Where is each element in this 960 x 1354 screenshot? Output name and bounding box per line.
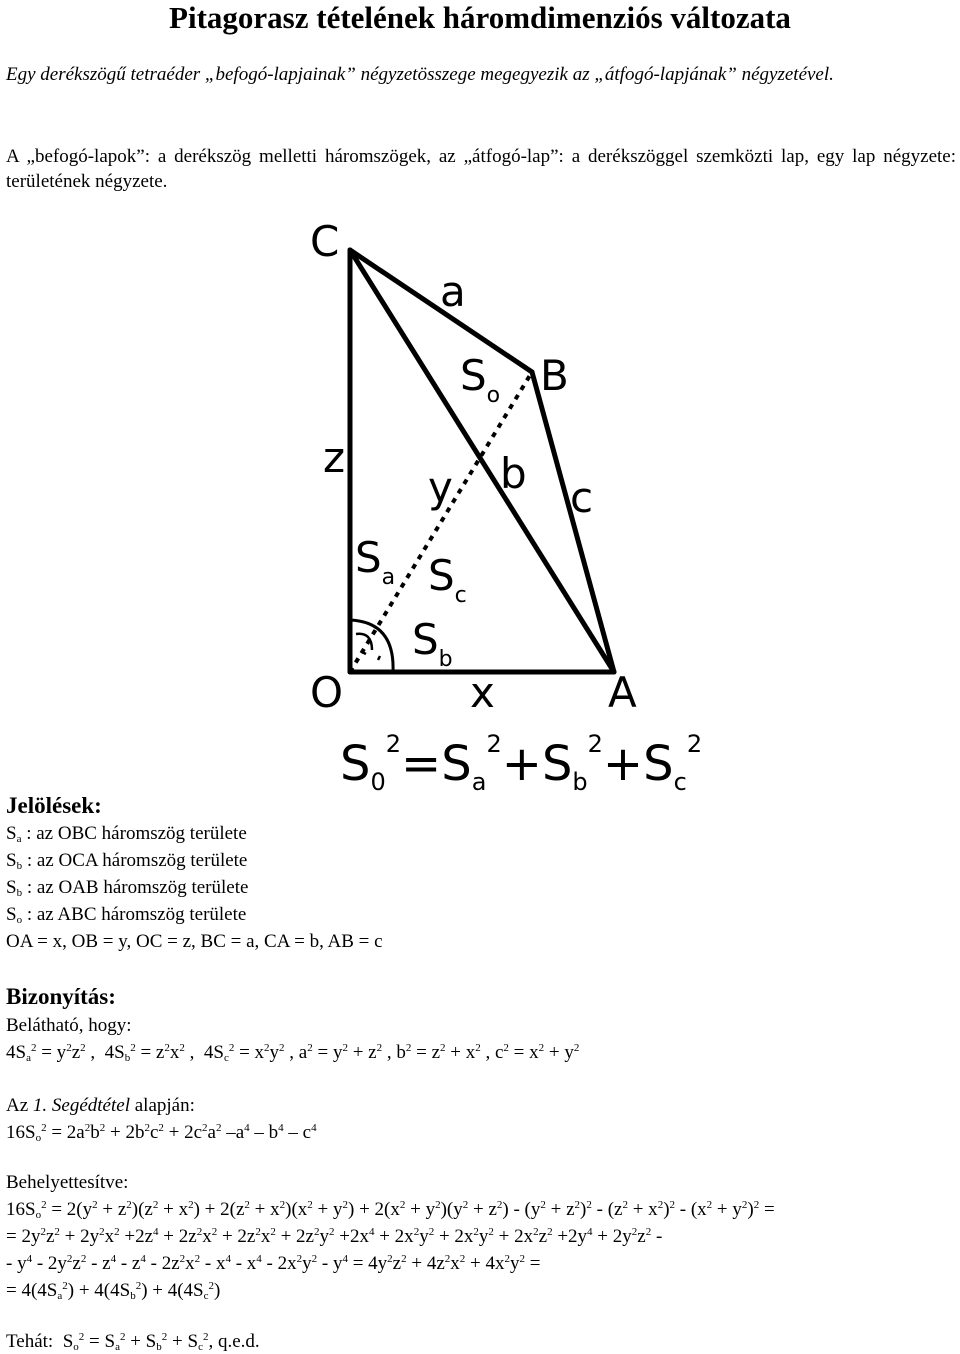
edge-label-y: y [428, 463, 453, 512]
page-title: Pitagorasz tételének háromdimenziós változata [169, 0, 791, 35]
area-label-sc: $S_c$ [428, 551, 467, 608]
edge-label-a: a [440, 267, 466, 316]
edge-notation-line: OA = x, OB = y, OC = z, BC = a, CA = b, AB = c [6, 931, 383, 952]
theorem-statement: Egy derékszögű tetraéder „befogó-lapjainak” négyzetösszege megegyezik az „átfogó-lapjának” négyzetével. [6, 64, 834, 85]
substitution-line-4: = $4(4S_a^2) + 4(4S_b^2) + 4(4S_c^2)$ [6, 1280, 221, 1302]
conclusion-line: Tehát: $S_o^2 = S_a^2 + S_b^2 + S_c^2$, q.e.d. [6, 1331, 260, 1353]
proof-visible-line: Belátható, hogy: [6, 1015, 132, 1036]
substitution-label: Behelyettesítve: [6, 1172, 129, 1193]
substitution-line-2: = $2y^2z^2 + 2y^2x^2 +2z^4 + 2z^2x^2 + 2z^2x^2 + 2z^2y^2 +2x^4 + 2x^2y^2 + 2x^2y^2 + 2x^2z^2 +2y^4 + 2y^2z^2$ - [6, 1226, 663, 1247]
edge-b [350, 250, 614, 672]
area-label-so: $S_o$ [460, 351, 501, 408]
vertex-label-c: C [310, 217, 340, 266]
area-label-sa: $S_a$ [355, 533, 396, 590]
notation-line: $S_a$ : az OBC háromszög területe [6, 823, 247, 845]
heron-formula: $16S_o^2 = 2a^2b^2 + 2b^2c^2 + 2c^2a^2$ $-a^4 - b^4 - c^4$ [6, 1122, 317, 1144]
edge-label-x: x [470, 668, 495, 717]
lemma-reference: Az 1. Segédtétel alapján: [6, 1095, 195, 1116]
edge-label-c: c [570, 473, 594, 522]
proof-heading: Bizonyítás: [6, 984, 116, 1009]
definition-paragraph: A „befogó-lapok”: a derékszög melletti háromszögek, az „átfogó-lap”: a derékszöggel szemközti lap, egy lap négyzete: területének négyzete. [6, 146, 956, 192]
vertex-label-o: O [310, 668, 344, 717]
notation-line: $S_b$ : az OAB háromszög területe [6, 877, 249, 899]
edge-label-b: b [500, 449, 527, 498]
notation-line: $S_o$ : az ABC háromszög területe [6, 904, 247, 926]
substitution-line-1: $16S_o^2 = 2(y^2 + z^2)(z^2 + x^2) + 2(z^2 + x^2)(x^2 + y^2) + 2(x^2 + y^2)(y^2 + z^2) - (y^2 + z^2)^2 - (z^2 + x^2)^2 - (x^2 + y^2)^2$ = [6, 1199, 775, 1221]
notation-line: $S_b$ : az OCA háromszög területe [6, 850, 248, 872]
area-label-sb: $S_b$ [412, 615, 453, 672]
notation-heading: Jelölések: [6, 793, 102, 818]
substitution-line-3: - $y^4 - 2y^2z^2 - z^4 - z^4 - 2z^2x^2 - x^4 - x^4 - 2x^2y^2 - y^4 = 4y^2z^2 + 4z^2x^2 + 4x^2y^2$ = [6, 1253, 541, 1274]
vertex-label-b: B [540, 351, 569, 400]
face-area-identities: $4S_a^2 = y^2z^2$ , $4S_b^2 = z^2x^2$ , $4S_c^2 = x^2y^2$ , $a^2 = y^2 + z^2$ , $b^2 = z^2 + x^2$ , $c^2 = x^2 + y^2$ [6, 1042, 580, 1064]
edge-label-z: z [323, 433, 346, 482]
vertex-label-a: A [608, 668, 637, 717]
edge-c [532, 372, 614, 672]
pythagoras-3d-formula: $S_0^2=S_a^2+S_b^2+S_c^2$ [340, 730, 703, 796]
